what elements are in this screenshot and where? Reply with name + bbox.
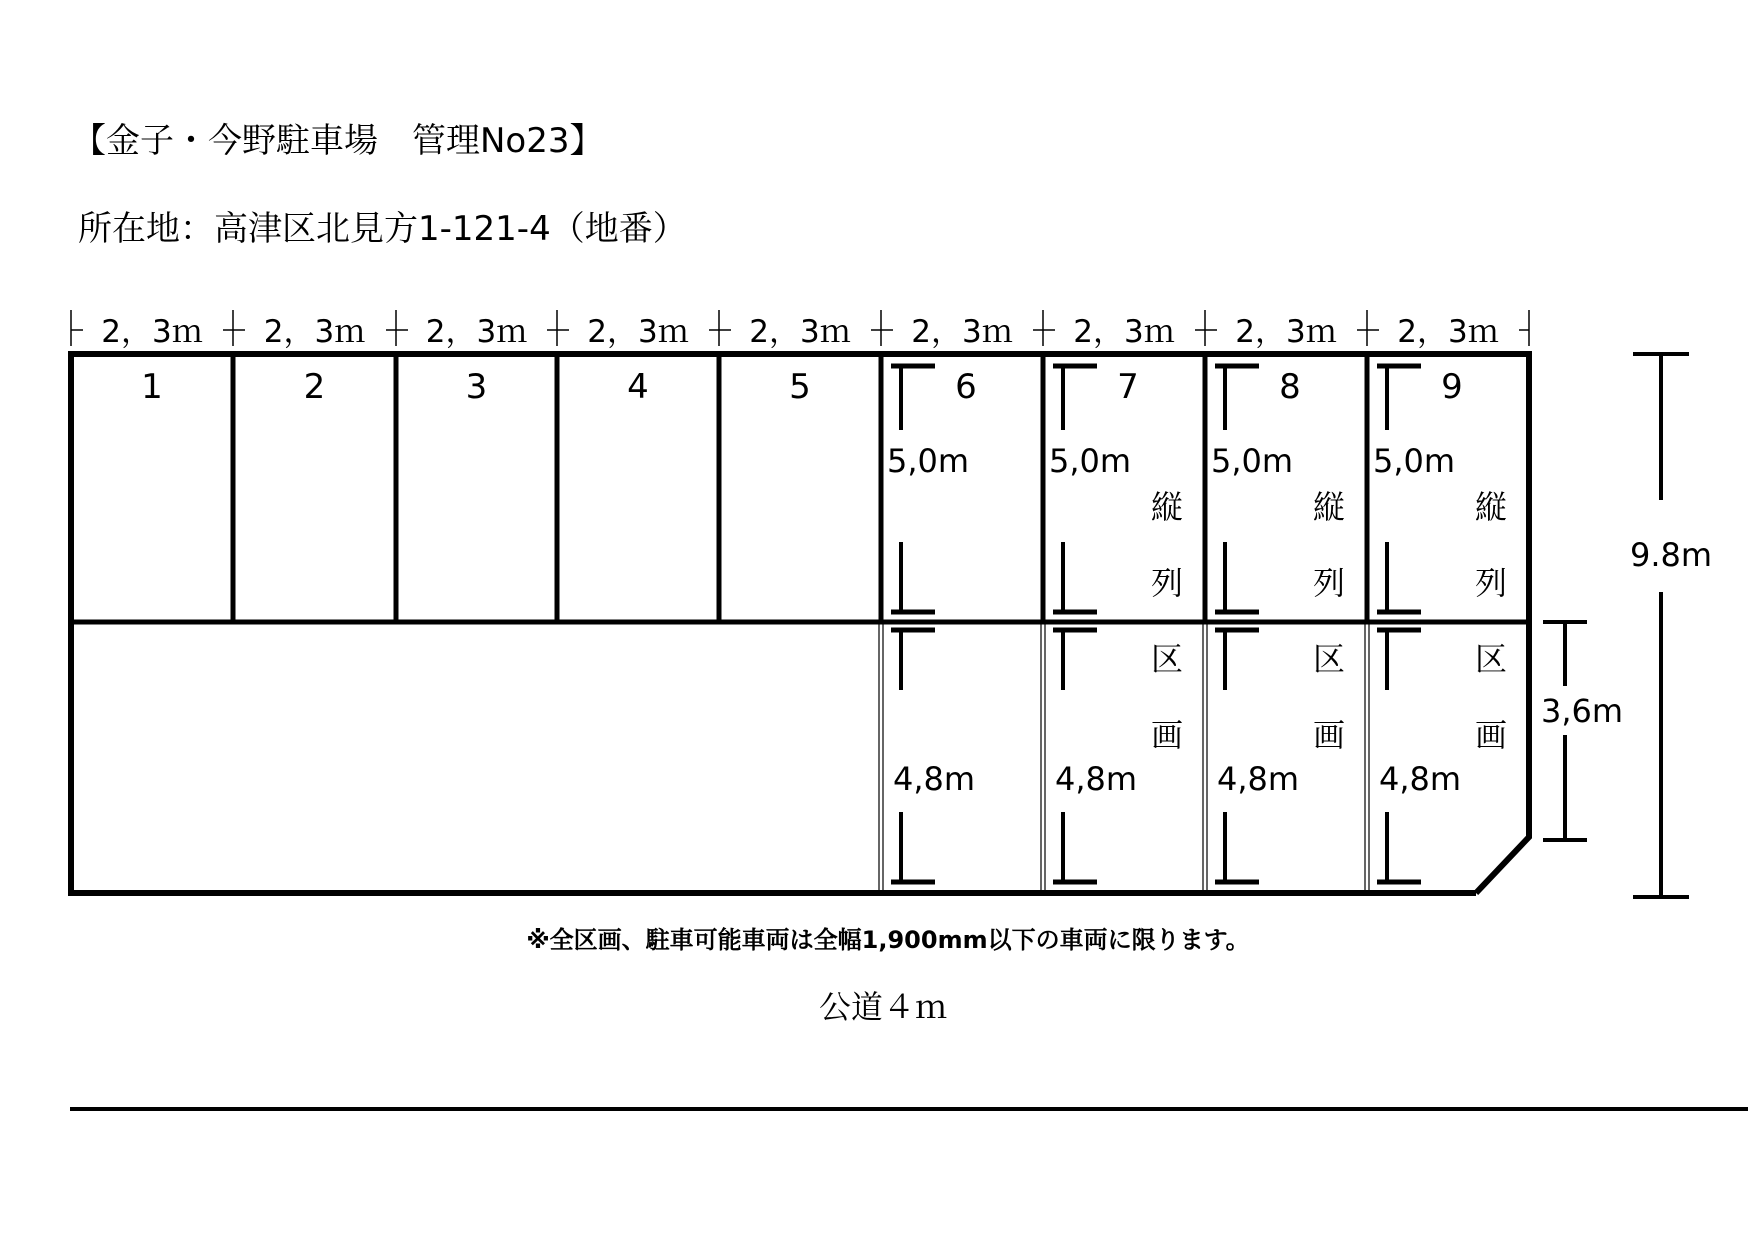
- stall-number: 4: [627, 367, 649, 407]
- stall-5: [719, 354, 811, 622]
- address: 所在地：高津区北見方1-121-4（地番）: [78, 209, 687, 249]
- upper-length-label: 5,0m: [887, 442, 970, 480]
- lower-length-label: 4,8m: [1217, 760, 1300, 798]
- tandem-label-char: 縦: [1475, 488, 1508, 526]
- road-label: 公道４ｍ: [818, 988, 948, 1026]
- page-title: 【金子・今野駐車場 管理No23】: [72, 121, 604, 161]
- tandem-label-char: 縦: [1151, 488, 1184, 526]
- width-label: 2，3ｍ: [587, 314, 689, 350]
- width-label: 2，3ｍ: [1235, 314, 1337, 350]
- chamfer-depth-dimension: [1541, 622, 1623, 840]
- upper-length-label: 5,0m: [1049, 442, 1132, 480]
- stall-number: 9: [1441, 367, 1463, 407]
- tandem-label-char: 区: [1151, 640, 1184, 678]
- width-label: 2，3ｍ: [101, 314, 203, 350]
- upper-length-label: 5,0m: [1373, 442, 1456, 480]
- tandem-label-char: 縦: [1313, 488, 1346, 526]
- stall-number: 7: [1117, 367, 1139, 407]
- width-label: 2，3ｍ: [749, 314, 851, 350]
- stall-number: 3: [465, 367, 488, 407]
- tandem-label-char: 列: [1151, 564, 1184, 602]
- tandem-label-char: 画: [1475, 716, 1508, 754]
- chamfer-depth-label: 3,6m: [1541, 692, 1624, 730]
- stall-number: 8: [1279, 367, 1301, 407]
- stall-number: 6: [955, 367, 977, 407]
- tandem-label-char: 画: [1151, 716, 1184, 754]
- width-label: 2，3ｍ: [425, 314, 528, 350]
- lower-length-label: 4,8m: [893, 760, 976, 798]
- width-label: 2，3ｍ: [1073, 314, 1175, 350]
- vehicle-width-note: ※全区画、駐車可能車両は全幅1,900mm以下の車両に限ります。: [526, 926, 1250, 954]
- total-depth-dimension: [1630, 354, 1712, 897]
- total-depth-label: 9.8m: [1630, 536, 1713, 574]
- width-label: 2，3ｍ: [911, 314, 1013, 350]
- width-label: 2，3ｍ: [1397, 314, 1499, 350]
- lower-length-label: 4,8m: [1055, 760, 1138, 798]
- stall-1: [141, 367, 163, 407]
- stall-4: [557, 354, 649, 622]
- tandem-label-char: 区: [1313, 640, 1346, 678]
- width-label: 2，3ｍ: [263, 314, 366, 350]
- stall-number: 5: [789, 367, 811, 407]
- stall-number: 1: [141, 367, 163, 407]
- stall-2: [233, 354, 325, 622]
- tandem-label-char: 区: [1475, 640, 1508, 678]
- stall-number: 2: [303, 367, 326, 407]
- tandem-label-char: 列: [1475, 564, 1508, 602]
- tandem-label-char: 列: [1313, 564, 1346, 602]
- lot-outline: [71, 354, 1529, 893]
- width-dimensions: [71, 310, 1529, 350]
- lower-length-label: 4,8m: [1379, 760, 1462, 798]
- tandem-label-char: 画: [1313, 716, 1346, 754]
- upper-length-label: 5,0m: [1211, 442, 1294, 480]
- stall-3: [396, 354, 487, 622]
